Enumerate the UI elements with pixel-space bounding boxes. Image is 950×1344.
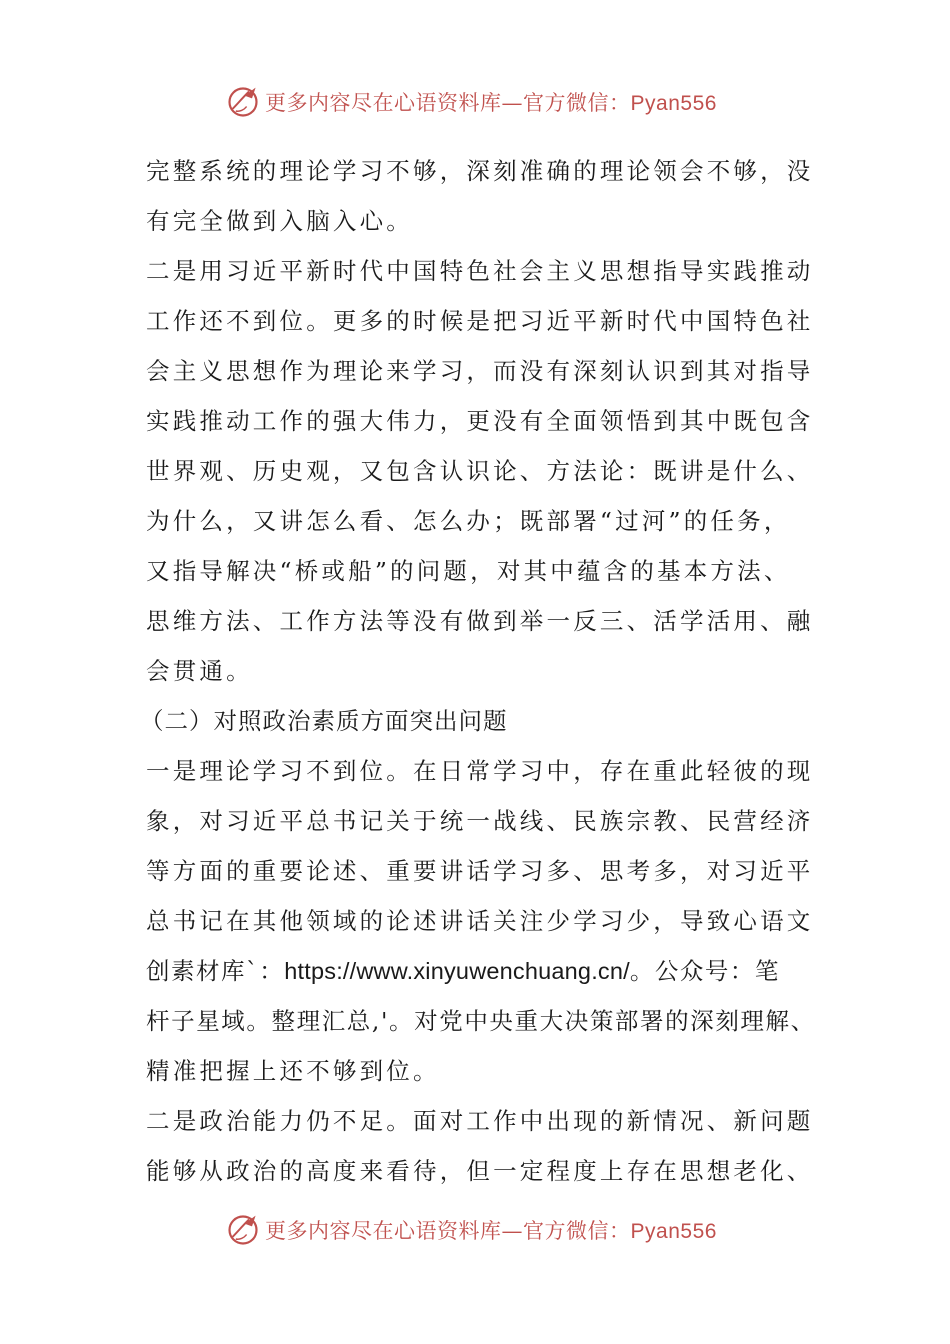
text-line: 思维方法、工作方法等没有做到举一反三、活学活用、融 bbox=[146, 607, 814, 635]
text-line: 总书记在其他领域的论述讲话关注少学习少，导致心语文 bbox=[146, 907, 814, 935]
website-url: https://www.xinyuwenchuang.cn/ bbox=[284, 958, 630, 984]
document-body bbox=[140, 146, 846, 1196]
header-banner bbox=[0, 82, 950, 122]
section-heading: （二）对照政治素质方面突出问题 bbox=[140, 707, 508, 735]
text-line: 工作还不到位。更多的时候是把习近平新时代中国特色社 bbox=[146, 307, 814, 335]
wechat-id: Pyan556 bbox=[630, 1220, 717, 1243]
text-line: 会主义思想作为理论来学习，而没有深刻认识到其对指导 bbox=[146, 357, 814, 385]
text-line: 二是用习近平新时代中国特色社会主义思想指导实践推动 bbox=[146, 257, 814, 285]
banner-text: 更多内容尽在心语资料库—官方微信：Pyan556 bbox=[265, 91, 717, 115]
text-line: 象，对习近平总书记关于统一战线、民族宗教、民营经济 bbox=[146, 807, 814, 835]
text-line: 会贯通。 bbox=[146, 657, 253, 685]
footer-banner bbox=[0, 1210, 950, 1250]
text-line: 能够从政治的高度来看待，但一定程度上存在思想老化、 bbox=[146, 1157, 814, 1185]
text-line: 实践推动工作的强大伟力，更没有全面领悟到其中既包含 bbox=[146, 407, 814, 435]
text-line: 精准把握上还不够到位。 bbox=[146, 1057, 440, 1085]
text-line: 完整系统的理论学习不够，深刻准确的理论领会不够，没 bbox=[146, 157, 814, 185]
text-line: 为什么，又讲怎么看、怎么办；既部署“过河”的任务， bbox=[146, 507, 791, 535]
pen-logo-icon bbox=[225, 84, 261, 120]
text-line: 世界观、历史观，又包含认识论、方法论：既讲是什么、 bbox=[146, 457, 814, 485]
text-line: 二是政治能力仍不足。面对工作中出现的新情况、新问题 bbox=[146, 1107, 814, 1135]
wechat-id: Pyan556 bbox=[630, 92, 717, 115]
url-line: 创素材库`：https://www.xinyuwenchuang.cn/。公众号：笔 bbox=[146, 957, 780, 985]
text-line: 又指导解决“桥或船”的问题，对其中蕴含的基本方法、 bbox=[146, 557, 791, 585]
text-line: 一是理论学习不到位。在日常学习中，存在重此轻彼的现 bbox=[146, 757, 814, 785]
text-line: 杆子星域。整理汇总,'。对党中央重大决策部署的深刻理解、 bbox=[146, 1007, 816, 1035]
banner-text: 更多内容尽在心语资料库—官方微信：Pyan556 bbox=[265, 1219, 717, 1243]
pen-logo-icon bbox=[225, 1212, 261, 1248]
text-line: 等方面的重要论述、重要讲话学习多、思考多，对习近平 bbox=[146, 857, 814, 885]
text-line: 有完全做到入脑入心。 bbox=[146, 207, 413, 235]
